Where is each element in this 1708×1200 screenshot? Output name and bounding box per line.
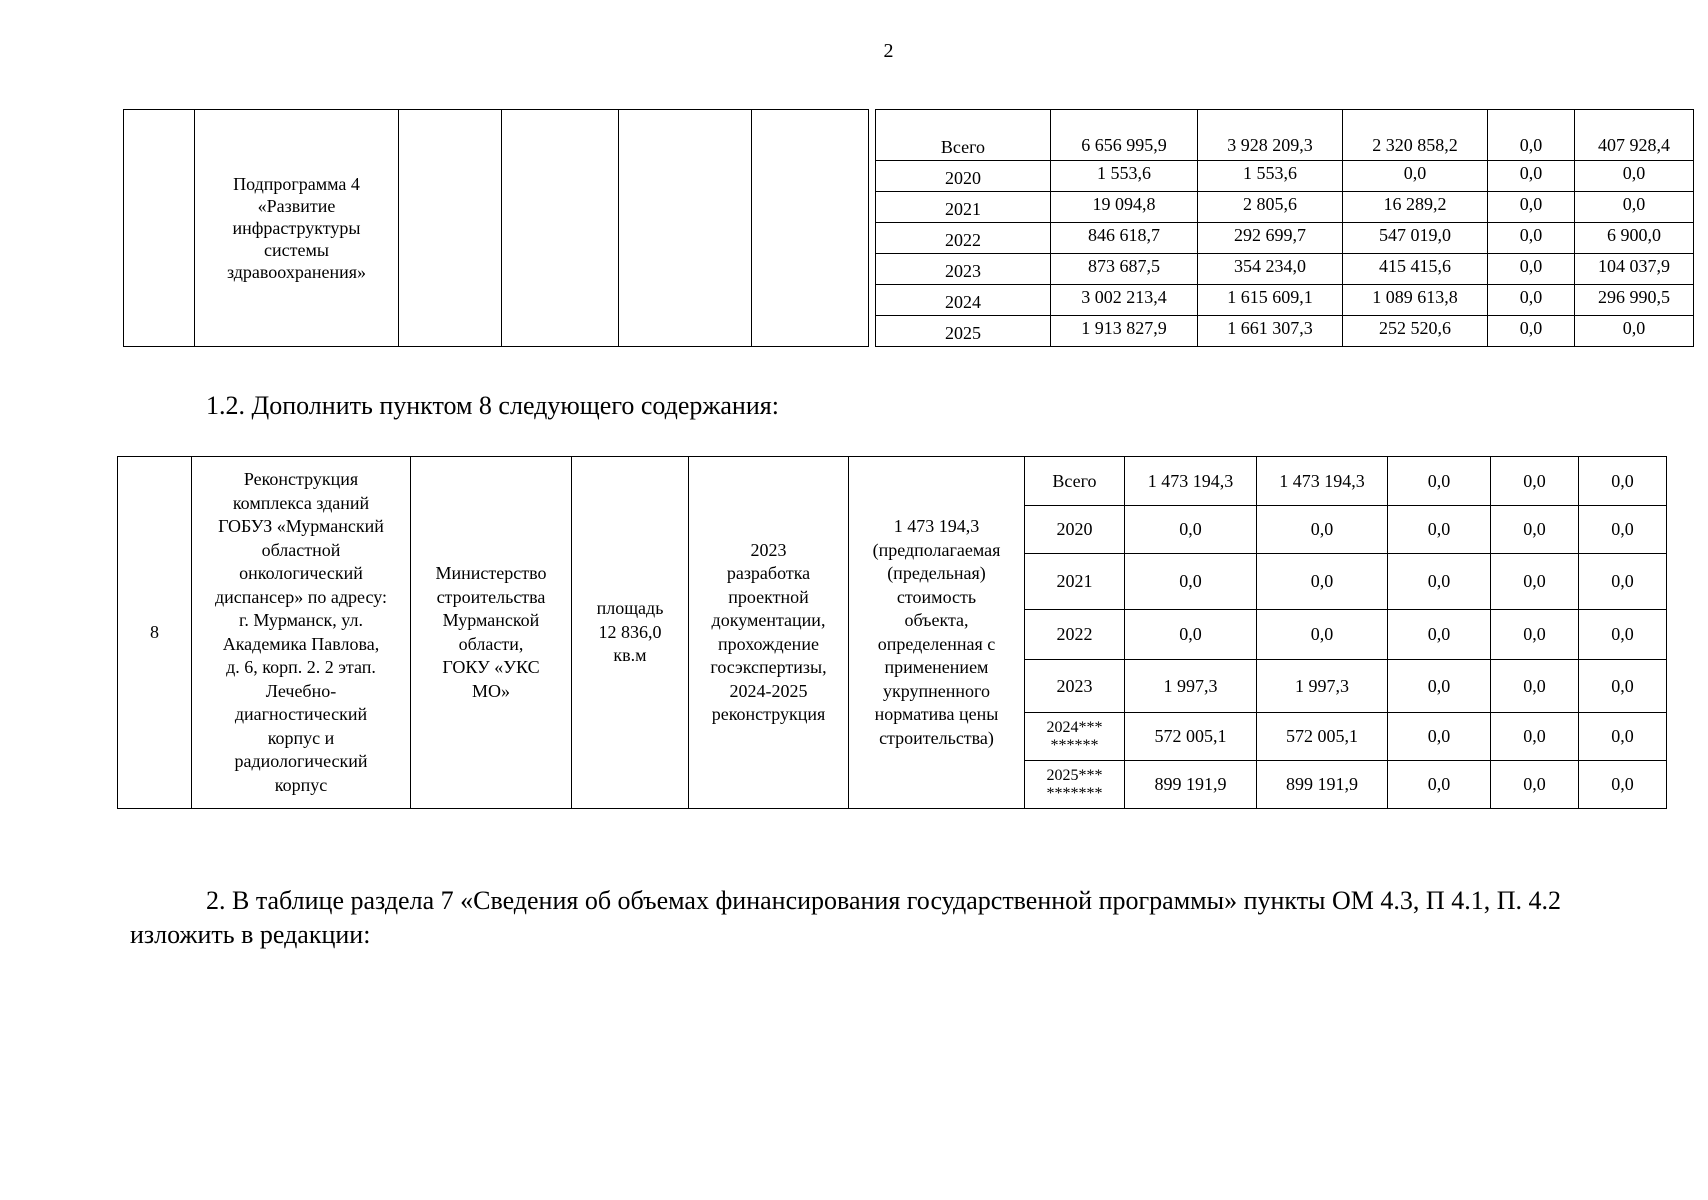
- year-line: 2024***: [1046, 718, 1103, 736]
- value-cell: 0,0: [1488, 192, 1575, 223]
- object-line: областной: [261, 539, 341, 560]
- object-line: диспансер» по адресу:: [215, 586, 387, 607]
- object-line: г. Мурманск, ул.: [239, 610, 363, 630]
- value-cell: 0,0: [1491, 457, 1579, 506]
- customer-line: МО»: [471, 680, 510, 701]
- name-line: инфраструктуры: [232, 218, 361, 238]
- customer-line: Мурманской: [442, 610, 540, 630]
- year-cell: 2024: [876, 285, 1051, 316]
- customer-line: ГОКУ «УКС: [442, 657, 540, 677]
- object-line: корпус и: [267, 727, 335, 748]
- empty-cell: [399, 110, 502, 347]
- value-cell: 0,0: [1491, 660, 1579, 713]
- year-cell: 2022: [876, 223, 1051, 254]
- object-line: радиологический: [234, 751, 368, 771]
- value-cell: 0,0: [1388, 554, 1491, 610]
- value-cell: 0,0: [1579, 761, 1667, 809]
- customer-line: строительства: [436, 586, 546, 607]
- object-line: Академика Павлова,: [222, 633, 380, 654]
- terms-line: 2024-2025: [729, 680, 808, 701]
- terms-line: прохождение: [718, 633, 819, 654]
- value-cell: 104 037,9: [1575, 254, 1694, 285]
- value-cell: 0,0: [1125, 554, 1257, 610]
- capacity-line: 12 836,0: [598, 621, 662, 642]
- cost-line: (предельная): [887, 563, 986, 583]
- value-cell: 292 699,7: [1198, 223, 1343, 254]
- value-cell: 0,0: [1388, 761, 1491, 809]
- value-cell: 899 191,9: [1257, 761, 1388, 809]
- value-cell: 0,0: [1488, 161, 1575, 192]
- cost-line: стоимость: [896, 586, 977, 607]
- value-cell: 0,0: [1388, 610, 1491, 660]
- value-cell: 0,0: [1488, 110, 1575, 161]
- cost-line: строительства): [879, 727, 994, 748]
- num-cell: 8: [118, 457, 192, 809]
- year-cell: Всего: [1025, 457, 1125, 506]
- table-row: [124, 110, 1694, 161]
- value-cell: 1 913 827,9: [1051, 316, 1198, 347]
- customer-cell: [411, 457, 572, 809]
- value-cell: 0,0: [1579, 554, 1667, 610]
- object-line: онкологический: [239, 563, 363, 583]
- value-cell: 1 473 194,3: [1257, 457, 1388, 506]
- item-8-table: [117, 456, 1667, 809]
- value-cell: 1 553,6: [1198, 161, 1343, 192]
- value-cell: 0,0: [1491, 506, 1579, 554]
- value-cell: 3 928 209,3: [1198, 110, 1343, 161]
- value-cell: 0,0: [1579, 457, 1667, 506]
- value-cell: 899 191,9: [1125, 761, 1257, 809]
- object-line: комплекса зданий: [232, 492, 370, 513]
- value-cell: 0,0: [1491, 761, 1579, 809]
- terms-line: разработка: [726, 563, 811, 583]
- name-line: «Развитие: [257, 196, 336, 216]
- value-cell: 1 615 609,1: [1198, 285, 1343, 316]
- value-cell: 547 019,0: [1343, 223, 1488, 254]
- cost-line: (предполагаемая: [872, 539, 1001, 560]
- value-cell: 1 997,3: [1257, 660, 1388, 713]
- customer-line: области,: [458, 633, 524, 654]
- value-cell: 0,0: [1388, 713, 1491, 761]
- value-cell: 407 928,4: [1575, 110, 1694, 161]
- cost-line: применением: [884, 657, 989, 677]
- value-cell: 296 990,5: [1575, 285, 1694, 316]
- name-line: здравоохранения»: [226, 262, 367, 282]
- subprogram-table: [123, 109, 1694, 347]
- subprogram-name-cell: [195, 110, 399, 347]
- paragraph-2: 2. В таблице раздела 7 «Сведения об объемах финансирования государственной программы» пункты ОМ 4.3, П 4.1, П. 4.2 изложить в редакции:: [130, 886, 1561, 949]
- object-line: Реконструкция: [243, 469, 359, 489]
- year-cell: [1025, 713, 1125, 761]
- empty-cell: [752, 110, 869, 347]
- cost-line: 1 473 194,3: [893, 516, 980, 536]
- value-cell: 1 553,6: [1051, 161, 1198, 192]
- year-cell: 2025: [876, 316, 1051, 347]
- value-cell: 1 997,3: [1125, 660, 1257, 713]
- value-cell: 0,0: [1388, 506, 1491, 554]
- value-cell: 0,0: [1257, 610, 1388, 660]
- value-cell: 0,0: [1388, 660, 1491, 713]
- empty-cell: [502, 110, 619, 347]
- value-cell: 873 687,5: [1051, 254, 1198, 285]
- value-cell: 572 005,1: [1125, 713, 1257, 761]
- empty-cell: [619, 110, 752, 347]
- year-cell: Всего: [876, 110, 1051, 161]
- value-cell: 0,0: [1488, 223, 1575, 254]
- terms-line: реконструкция: [711, 704, 826, 724]
- value-cell: 2 320 858,2: [1343, 110, 1488, 161]
- page-number: 2: [883, 40, 894, 62]
- value-cell: 415 415,6: [1343, 254, 1488, 285]
- value-cell: 2 805,6: [1198, 192, 1343, 223]
- value-cell: 0,0: [1491, 554, 1579, 610]
- value-cell: 0,0: [1579, 660, 1667, 713]
- num-cell: [124, 110, 195, 347]
- customer-line: Министерство: [435, 563, 547, 583]
- value-cell: 0,0: [1575, 161, 1694, 192]
- object-line: д. 6, корп. 2. 2 этап.: [226, 657, 376, 677]
- cost-line: определенная с: [877, 633, 996, 654]
- object-line: диагностический: [234, 704, 368, 724]
- year-line: ******: [1050, 736, 1099, 754]
- value-cell: 0,0: [1257, 554, 1388, 610]
- value-cell: 0,0: [1579, 713, 1667, 761]
- table-row: [118, 457, 1667, 506]
- terms-line: госэкспертизы,: [710, 657, 827, 677]
- year-cell: 2020: [1025, 506, 1125, 554]
- cost-line: укрупненного: [883, 680, 990, 701]
- year-line: *******: [1046, 784, 1103, 802]
- object-line: корпус: [274, 774, 328, 795]
- name-line: системы: [264, 240, 329, 260]
- value-cell: 572 005,1: [1257, 713, 1388, 761]
- value-cell: 252 520,6: [1343, 316, 1488, 347]
- terms-line: проектной: [728, 586, 809, 607]
- value-cell: 1 661 307,3: [1198, 316, 1343, 347]
- value-cell: 0,0: [1488, 254, 1575, 285]
- terms-cell: [689, 457, 849, 809]
- year-line: 2025***: [1046, 766, 1103, 784]
- value-cell: 0,0: [1491, 713, 1579, 761]
- object-name-cell: [192, 457, 411, 809]
- terms-line: 2023: [750, 539, 787, 560]
- year-cell: 2021: [1025, 554, 1125, 610]
- value-cell: 846 618,7: [1051, 223, 1198, 254]
- value-cell: 0,0: [1343, 161, 1488, 192]
- year-cell: 2023: [876, 254, 1051, 285]
- value-cell: 0,0: [1257, 506, 1388, 554]
- year-cell: 2022: [1025, 610, 1125, 660]
- name-line: Подпрограмма 4: [233, 174, 360, 194]
- value-cell: 3 002 213,4: [1051, 285, 1198, 316]
- gap-cell: [869, 110, 876, 347]
- value-cell: 6 900,0: [1575, 223, 1694, 254]
- capacity-line: площадь: [596, 598, 664, 619]
- object-line: ГОБУЗ «Мурманский: [218, 516, 384, 536]
- value-cell: 0,0: [1488, 316, 1575, 347]
- value-cell: 0,0: [1579, 506, 1667, 554]
- year-cell: 2020: [876, 161, 1051, 192]
- value-cell: 16 289,2: [1343, 192, 1488, 223]
- value-cell: 19 094,8: [1051, 192, 1198, 223]
- value-cell: 0,0: [1125, 610, 1257, 660]
- capacity-line: кв.м: [613, 645, 647, 666]
- year-cell: [1025, 761, 1125, 809]
- terms-line: документации,: [711, 610, 826, 630]
- object-line: Лечебно-: [265, 680, 337, 701]
- paragraph-1-2: 1.2. Дополнить пунктом 8 следующего содержания:: [206, 391, 779, 420]
- value-cell: 0,0: [1575, 192, 1694, 223]
- cost-line: норматива цены: [874, 704, 999, 724]
- value-cell: 6 656 995,9: [1051, 110, 1198, 161]
- cost-line: объекта,: [904, 610, 969, 630]
- value-cell: 0,0: [1491, 610, 1579, 660]
- value-cell: 0,0: [1579, 610, 1667, 660]
- value-cell: 0,0: [1488, 285, 1575, 316]
- value-cell: 354 234,0: [1198, 254, 1343, 285]
- cost-cell: [849, 457, 1025, 809]
- value-cell: 0,0: [1575, 316, 1694, 347]
- value-cell: 1 089 613,8: [1343, 285, 1488, 316]
- year-cell: 2023: [1025, 660, 1125, 713]
- capacity-cell: [572, 457, 689, 809]
- year-cell: 2021: [876, 192, 1051, 223]
- value-cell: 0,0: [1388, 457, 1491, 506]
- value-cell: 1 473 194,3: [1125, 457, 1257, 506]
- value-cell: 0,0: [1125, 506, 1257, 554]
